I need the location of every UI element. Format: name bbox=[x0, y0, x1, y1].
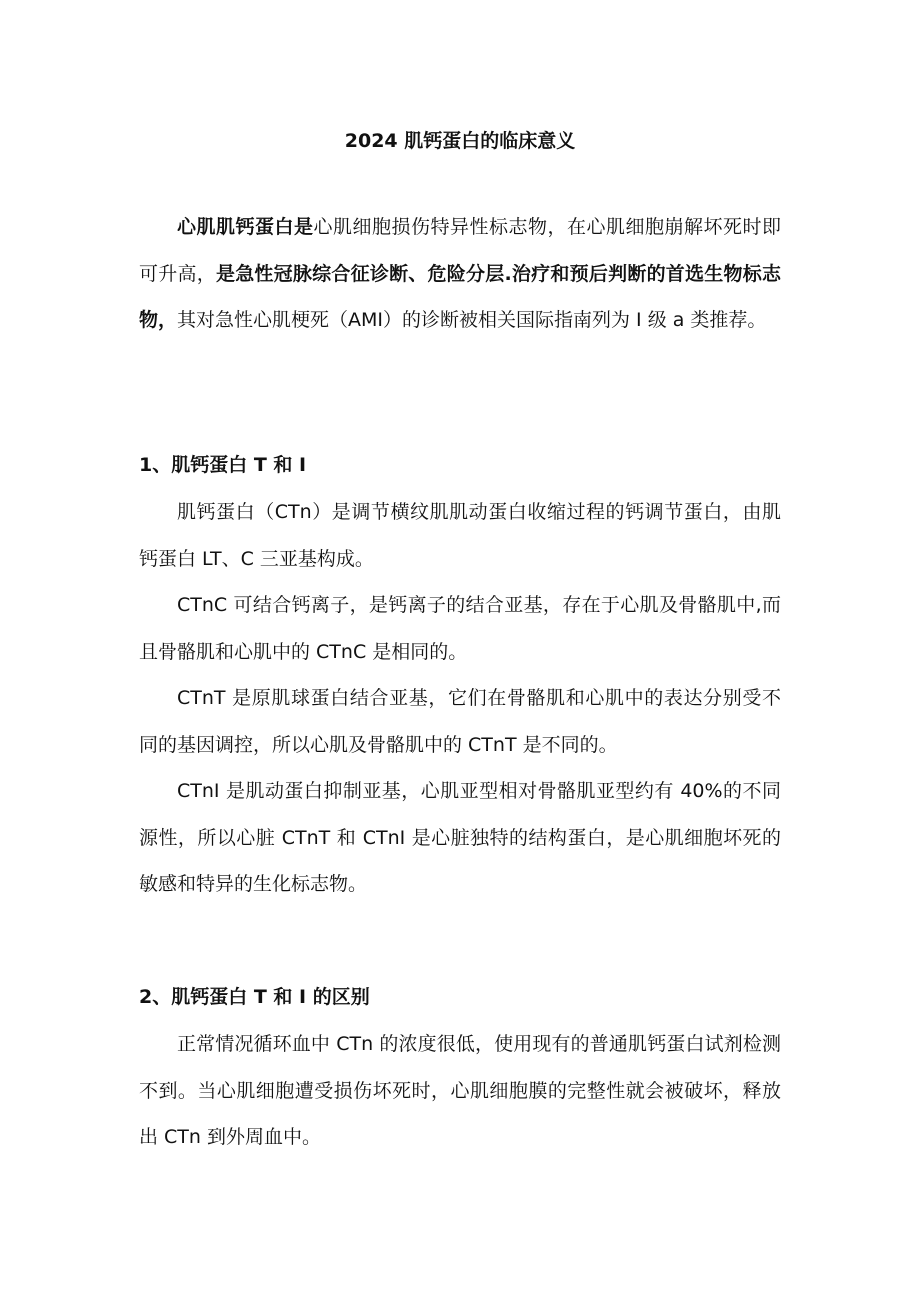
section1-heading: 1、肌钙蛋白 T 和 I bbox=[139, 454, 307, 476]
section1-paragraph-1: 肌钙蛋白（CTn）是调节横纹肌肌动蛋白收缩过程的钙调节蛋白，由肌钙蛋白 LT、C 三亚基构成。 bbox=[139, 501, 781, 570]
intro-bold-2: 是急性冠脉综合征诊断、危险分层.治疗和预后判断的首选生物标志物， bbox=[139, 262, 781, 331]
intro-paragraph bbox=[139, 204, 781, 344]
intro-text-1: 心肌细胞损伤特异性标志物，在心肌细胞崩解坏死时即可升高， bbox=[139, 216, 781, 285]
section1-paragraph-4: CTnI 是肌动蛋白抑制亚基，心肌亚型相对骨骼肌亚型约有 40%的不同源性，所以心脏 CTnT 和 CTnI 是心脏独特的结构蛋白，是心肌细胞坏死的敏感和特异的生化标志物。 bbox=[139, 780, 781, 895]
document-title: 2024 肌钙蛋白的临床意义 bbox=[344, 130, 576, 152]
section2-paragraph-1: 正常情况循环血中 CTn 的浓度很低，使用现有的普通肌钙蛋白试剂检测不到。当心肌细胞遭受损伤坏死时，心肌细胞膜的完整性就会被破坏，释放出 CTn 到外周血中。 bbox=[139, 1033, 781, 1148]
intro-lead-bold: 心肌肌钙蛋白是 bbox=[177, 216, 314, 238]
section2-heading: 2、肌钙蛋白 T 和 I 的区别 bbox=[139, 986, 370, 1008]
section1-paragraph-3: CTnT 是原肌球蛋白结合亚基，它们在骨骼肌和心肌中的表达分别受不同的基因调控，所以心肌及骨骼肌中的 CTnT 是不同的。 bbox=[139, 687, 781, 756]
section1-paragraph-2: CTnC 可结合钙离子，是钙离子的结合亚基，存在于心肌及骨骼肌中,而且骨骼肌和心肌中的 CTnC 是相同的。 bbox=[139, 594, 781, 663]
intro-text-2: 其对急性心肌梗死（AMI）的诊断被相关国际指南列为 I 级 a 类推荐。 bbox=[177, 309, 767, 331]
